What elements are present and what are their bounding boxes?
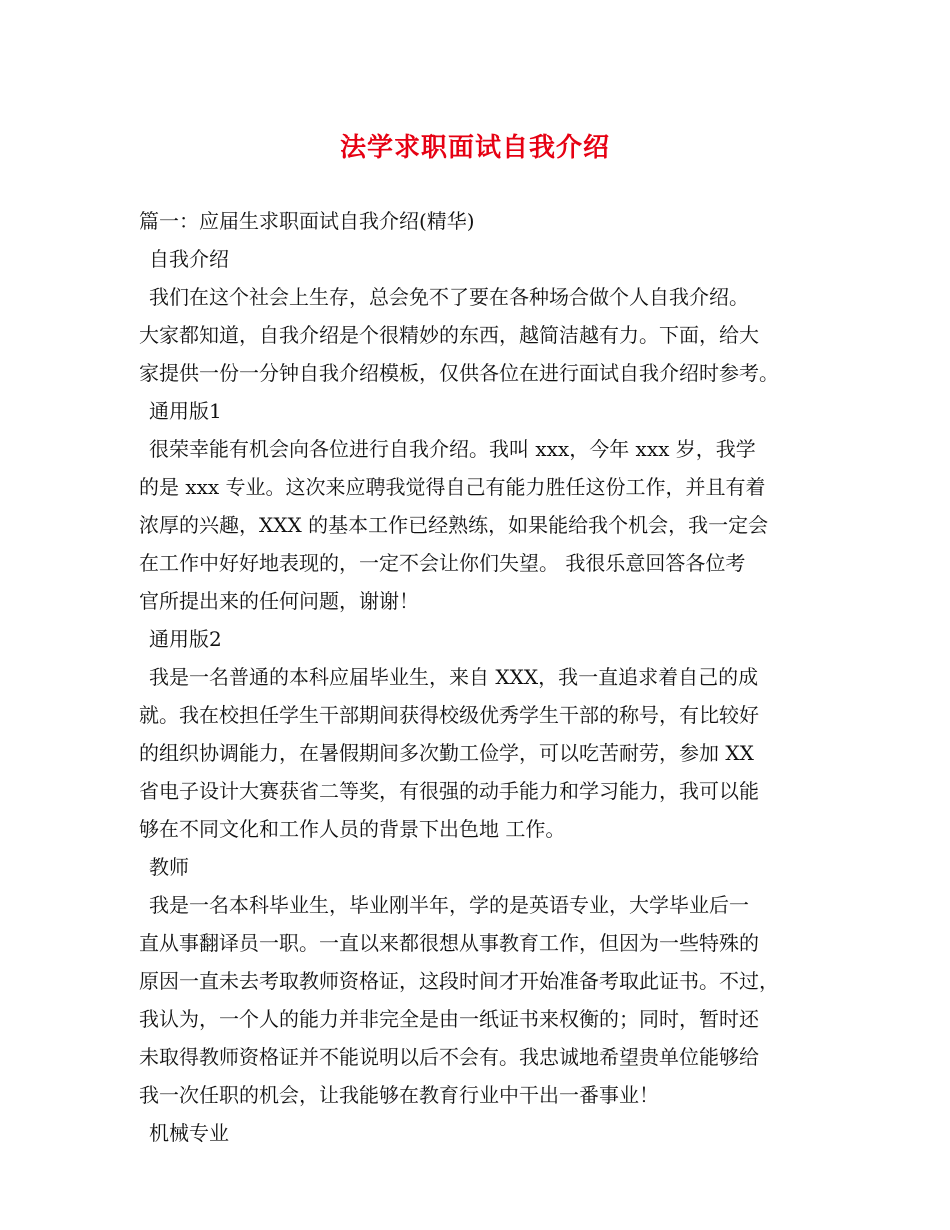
body-line: 未取得教师资格证并不能说明以后不会有。我忠诚地希望贵单位能够给: [139, 1045, 759, 1069]
body-line: 浓厚的兴趣，XXX 的基本工作已经熟练，如果能给我个机会，我一定会: [139, 513, 769, 537]
body-line: 官所提出来的任何问题，谢谢！: [139, 589, 419, 613]
body-line: 够在不同文化和工作人员的背景下出色地 工作。: [139, 817, 566, 841]
section-heading: 自我介绍: [149, 247, 229, 271]
document-title: 法学求职面试自我介绍: [339, 133, 610, 163]
body-line: 的是 xxx 专业。这次来应聘我觉得自己有能力胜任这份工作，并且有着: [139, 475, 766, 499]
section-heading: 通用版1: [149, 399, 222, 423]
document-body: [139, 202, 829, 1152]
body-line: 我一次任职的机会，让我能够在教育行业中干出一番事业！: [139, 1083, 659, 1107]
section-heading: 教师: [149, 855, 189, 879]
body-line: 原因一直未去考取教师资格证，这段时间才开始准备考取此证书。不过，: [139, 969, 779, 993]
body-line: 我是一名本科毕业生，毕业刚半年，学的是英语专业，大学毕业后一: [149, 893, 749, 917]
body-line: 在工作中好好地表现的，一定不会让你们失望。 我很乐意回答各位考: [139, 551, 746, 575]
body-line: 我认为，一个人的能力并非完全是由一纸证书来权衡的；同时，暂时还: [139, 1007, 759, 1031]
body-line: 省电子设计大赛获省二等奖，有很强的动手能力和学习能力，我可以能: [139, 779, 759, 803]
body-line: 篇一：应届生求职面试自我介绍(精华): [139, 209, 475, 233]
body-line: 我们在这个社会上生存，总会免不了要在各种场合做个人自我介绍。: [149, 285, 749, 309]
body-line: 直从事翻译员一职。一直以来都很想从事教育工作，但因为一些特殊的: [139, 931, 759, 955]
body-line: 很荣幸能有机会向各位进行自我介绍。我叫 xxx，今年 xxx 岁，我学: [149, 437, 756, 461]
section-heading: 机械专业: [149, 1121, 229, 1145]
body-line: 的组织协调能力，在暑假期间多次勤工俭学，可以吃苦耐劳，参加 XX: [139, 741, 754, 765]
body-line: 家提供一份一分钟自我介绍模板，仅供各位在进行面试自我介绍时参考。: [139, 361, 779, 385]
body-line: 我是一名普通的本科应届毕业生，来自 XXX，我一直追求着自己的成: [149, 665, 759, 689]
section-heading: 通用版2: [149, 627, 222, 651]
body-line: 就。我在校担任学生干部期间获得校级优秀学生干部的称号，有比较好: [139, 703, 759, 727]
body-line: 大家都知道，自我介绍是个很精妙的东西，越简洁越有力。下面，给大: [139, 323, 759, 347]
